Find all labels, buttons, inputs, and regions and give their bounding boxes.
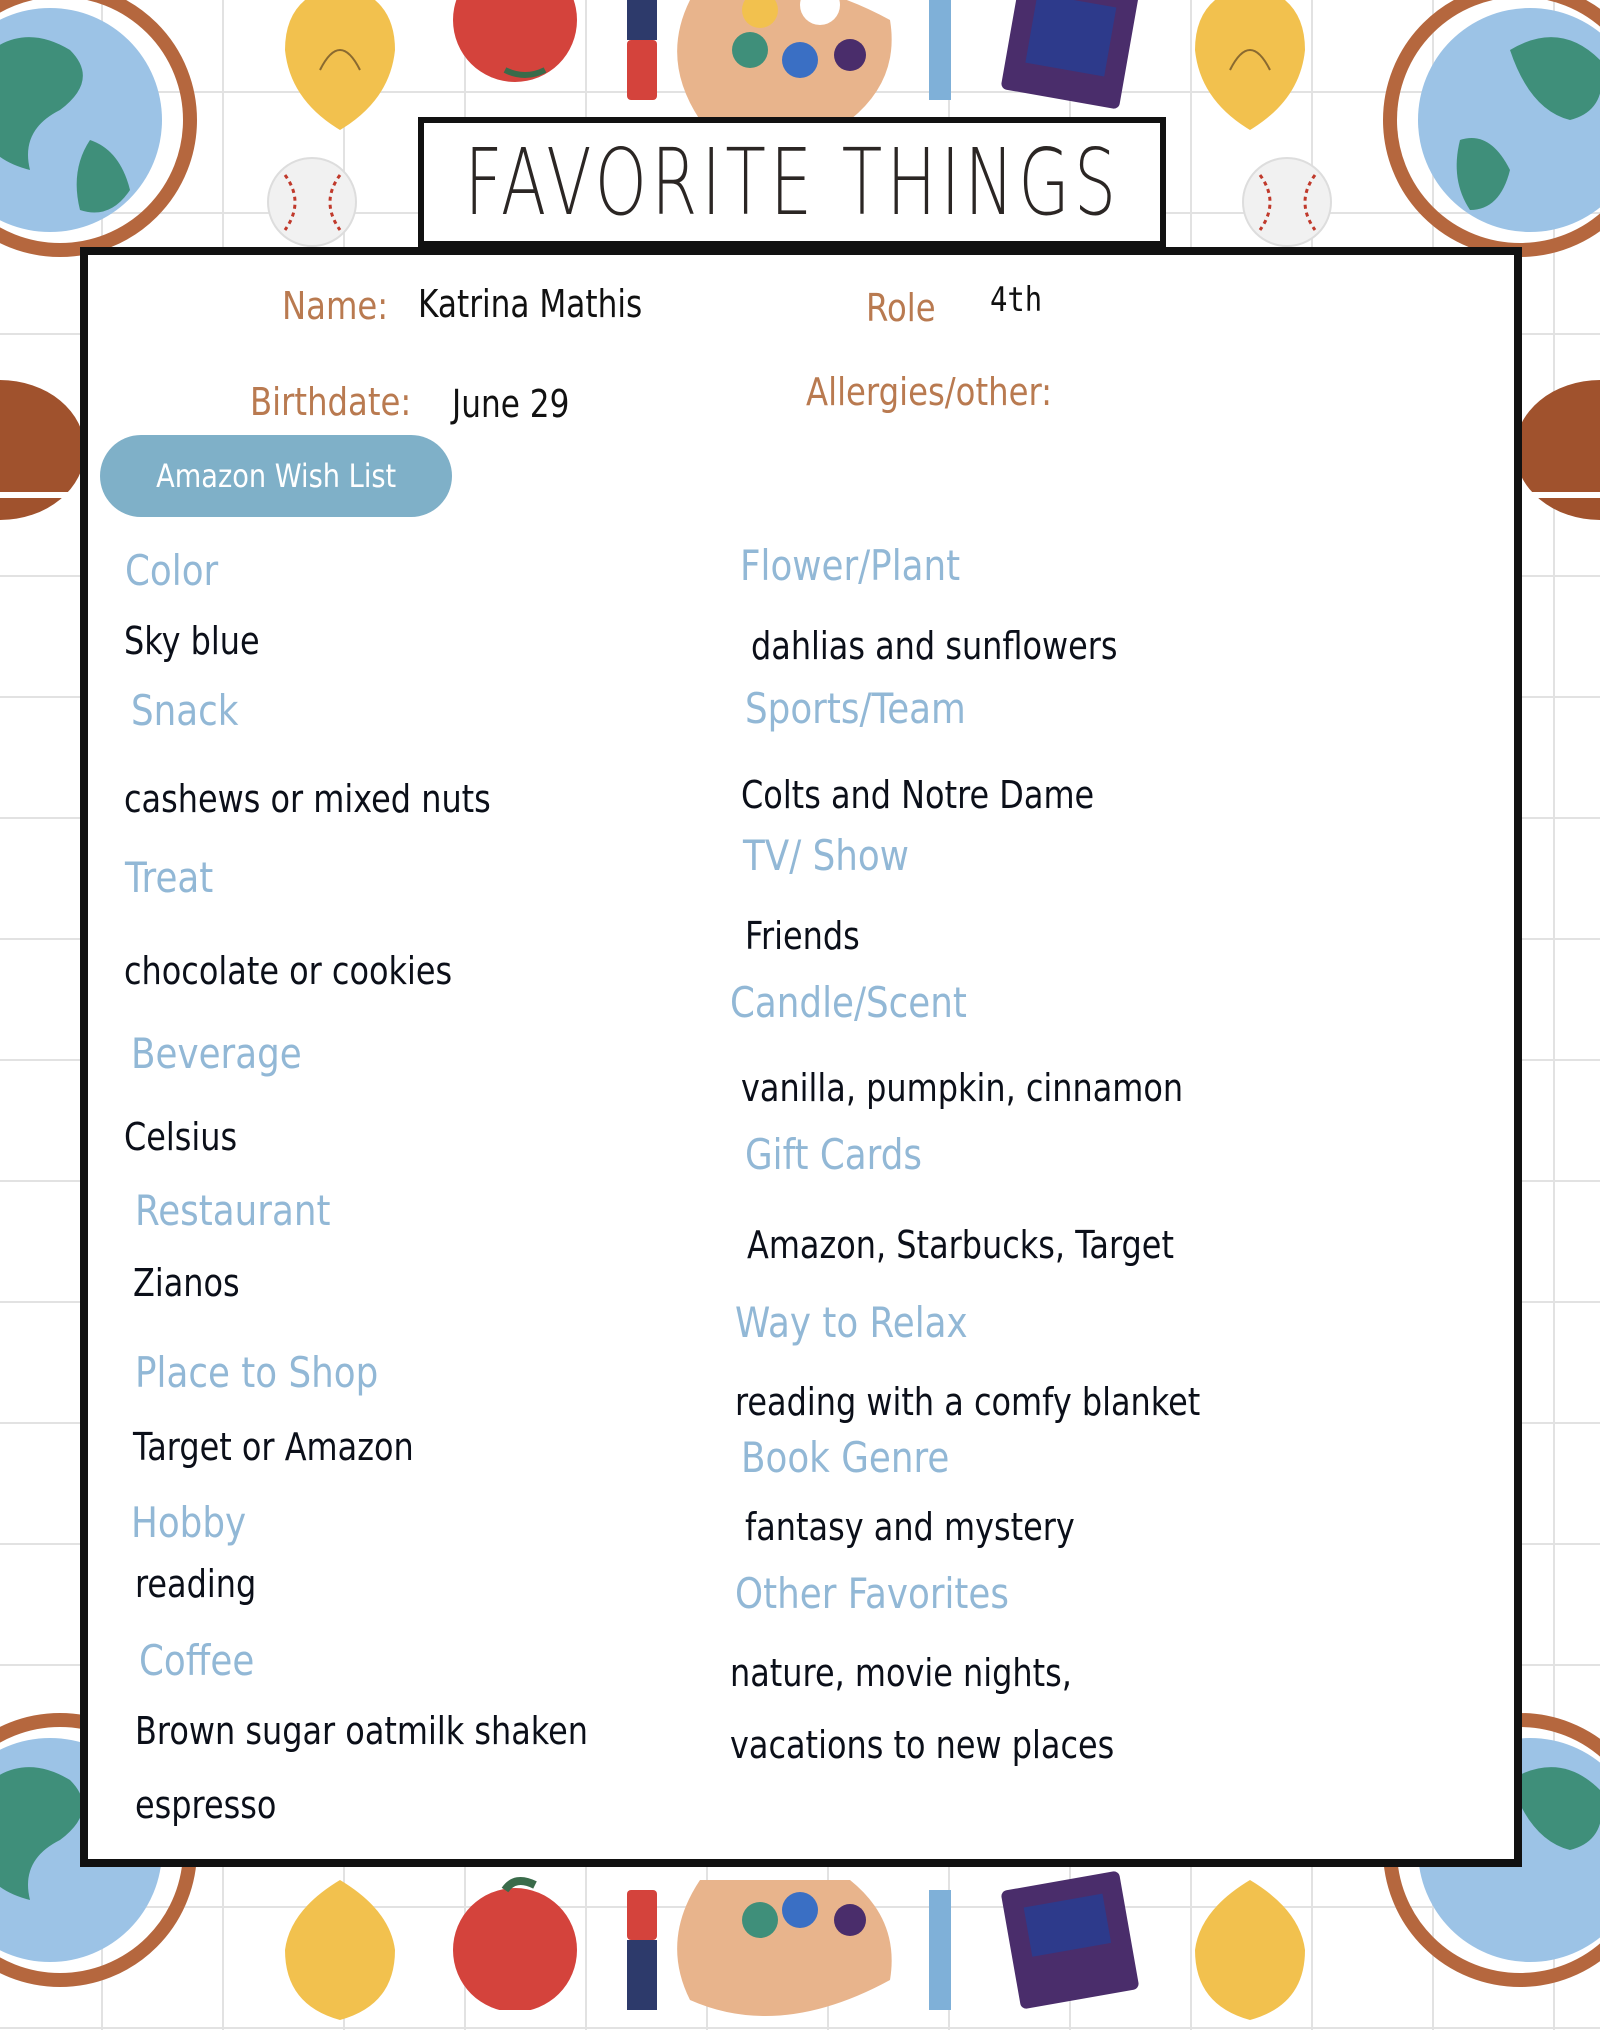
- football-icon: [0, 360, 90, 540]
- beverage-value: Celsius: [124, 1115, 238, 1159]
- other-favorites-value: nature, movie nights,: [730, 1651, 1072, 1695]
- tv-show-value: Friends: [745, 914, 860, 958]
- role-label: Role: [866, 286, 936, 330]
- coffee-label: Coffee: [139, 1636, 255, 1685]
- gift-cards-label: Gift Cards: [745, 1130, 922, 1179]
- color-label: Color: [125, 546, 219, 595]
- marker-icon: [622, 0, 662, 115]
- other-favorites-label: Other Favorites: [735, 1569, 1009, 1618]
- candle-scent-value: vanilla, pumpkin, cinnamon: [741, 1066, 1184, 1110]
- calculator-icon: [1000, 0, 1150, 120]
- book-genre-value: fantasy and mystery: [745, 1505, 1075, 1549]
- title-banner: [418, 117, 1166, 247]
- beverage-label: Beverage: [131, 1029, 302, 1078]
- pencil-icon: [925, 0, 955, 110]
- snack-label: Snack: [131, 686, 239, 735]
- paint-palette-icon: [670, 1860, 910, 2030]
- sports-team-value: Colts and Notre Dame: [741, 773, 1095, 817]
- flower-plant-value: dahlias and sunflowers: [751, 624, 1118, 668]
- lightbulb-icon: [1185, 0, 1315, 140]
- wish-list-label: Amazon Wish List: [155, 457, 397, 495]
- coffee-value-line2: espresso: [135, 1783, 277, 1827]
- treat-value: chocolate or cookies: [124, 949, 453, 993]
- tv-show-label: TV/ Show: [743, 831, 909, 880]
- amazon-wish-list-button[interactable]: [100, 435, 452, 517]
- lightbulb-icon: [1185, 1870, 1315, 2030]
- treat-label: Treat: [125, 853, 214, 902]
- page-title: FAVORITE THINGS: [464, 128, 1120, 236]
- gift-cards-value: Amazon, Starbucks, Target: [747, 1223, 1174, 1267]
- apple-icon: [445, 0, 585, 100]
- sports-team-label: Sports/Team: [745, 684, 966, 733]
- hobby-label: Hobby: [131, 1498, 247, 1547]
- lightbulb-icon: [275, 0, 405, 140]
- restaurant-value: Zianos: [133, 1261, 240, 1305]
- book-genre-label: Book Genre: [741, 1433, 950, 1482]
- apple-icon: [445, 1870, 585, 2010]
- flower-plant-label: Flower/Plant: [740, 541, 961, 590]
- baseball-icon: [1240, 155, 1335, 250]
- calculator-icon: [1000, 1870, 1150, 2020]
- snack-value: cashews or mixed nuts: [124, 777, 491, 821]
- way-to-relax-label: Way to Relax: [735, 1298, 968, 1347]
- birthdate-value: June 29: [452, 382, 570, 426]
- name-label: Name:: [282, 284, 389, 328]
- paint-palette-icon: [670, 0, 910, 130]
- role-value: 4th: [990, 280, 1043, 320]
- other-favorites-value-line2: vacations to new places: [730, 1723, 1115, 1767]
- place-to-shop-value: Target or Amazon: [133, 1425, 414, 1469]
- name-value: Katrina Mathis: [418, 282, 643, 326]
- marker-icon: [622, 1890, 662, 2015]
- color-value: Sky blue: [124, 619, 260, 663]
- allergies-label: Allergies/other:: [806, 370, 1053, 414]
- place-to-shop-label: Place to Shop: [135, 1348, 379, 1397]
- birthdate-label: Birthdate:: [250, 380, 412, 424]
- pencil-icon: [925, 1890, 955, 2020]
- restaurant-label: Restaurant: [135, 1186, 331, 1235]
- hobby-value: reading: [135, 1562, 257, 1606]
- coffee-value: Brown sugar oatmilk shaken: [135, 1709, 588, 1753]
- football-icon: [1510, 360, 1600, 540]
- candle-scent-label: Candle/Scent: [730, 978, 967, 1027]
- way-to-relax-value: reading with a comfy blanket: [735, 1380, 1201, 1424]
- baseball-icon: [265, 155, 360, 250]
- lightbulb-icon: [275, 1870, 405, 2030]
